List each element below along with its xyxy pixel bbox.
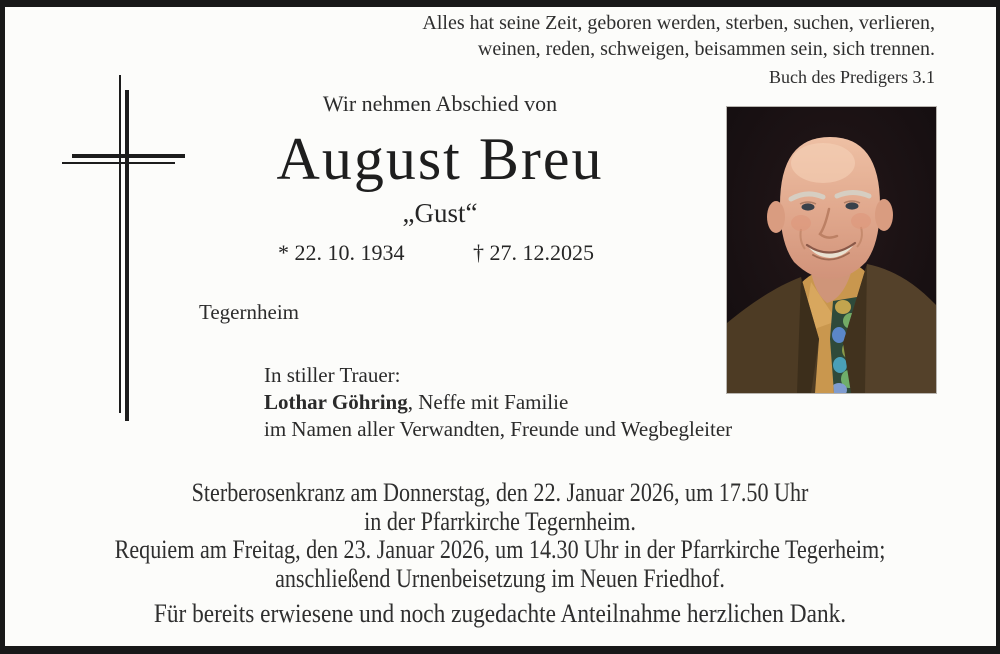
home-town: Tegernheim	[199, 300, 299, 324]
mourning-intro: In stiller Trauer:	[264, 363, 401, 387]
service-announcements	[75, 479, 925, 593]
thanks-line: Für bereits erwiesene und noch zugedachte Anteilnahme herzlichen Dank.	[153, 598, 847, 628]
frame-border-top	[0, 0, 1000, 7]
frame-border-left	[0, 0, 5, 654]
mourning-block	[264, 362, 732, 443]
bible-quote	[235, 10, 935, 90]
death-date: † 27. 12.2025	[473, 240, 594, 265]
birth-date: * 22. 10. 1934	[278, 240, 405, 265]
frame-border-bottom	[0, 646, 1000, 654]
frame-border-right	[996, 0, 1000, 654]
cross-vertical-thin	[119, 75, 121, 413]
portrait-photo	[726, 106, 937, 394]
quote-line-1: Alles hat seine Zeit, geboren werden, sterben, suchen, verlieren,	[422, 12, 935, 34]
quote-source: Buch des Predigers 3.1	[769, 67, 935, 87]
mourner-relation: , Neffe mit Familie	[407, 390, 569, 414]
farewell-line: Wir nehmen Abschied von	[322, 91, 558, 116]
requiem-line-1: Requiem am Freitag, den 23. Januar 2026, um 14.30 Uhr in der Pfarrkirche Tegerheim;	[114, 535, 886, 564]
rosary-line-2: in der Pfarrkirche Tegernheim.	[364, 506, 636, 536]
deceased-name: August Breu	[276, 126, 604, 192]
mourning-on-behalf: im Namen aller Verwandten, Freunde und Wegbegleiter	[264, 417, 733, 441]
portrait-photo-graphic	[727, 107, 936, 393]
deceased-nickname: „Gust“	[402, 198, 478, 228]
mourner-line	[264, 389, 732, 416]
quote-line-2: weinen, reden, schweigen, beisammen sein, sich trennen.	[477, 38, 935, 60]
mourner-name: Lothar Göhring	[264, 390, 408, 414]
requiem-line-2: anschließend Urnenbeisetzung im Neuen Friedhof.	[275, 563, 725, 593]
rosary-line-1: Sterberosenkranz am Donnerstag, den 22. Januar 2026, um 17.50 Uhr	[191, 478, 809, 507]
